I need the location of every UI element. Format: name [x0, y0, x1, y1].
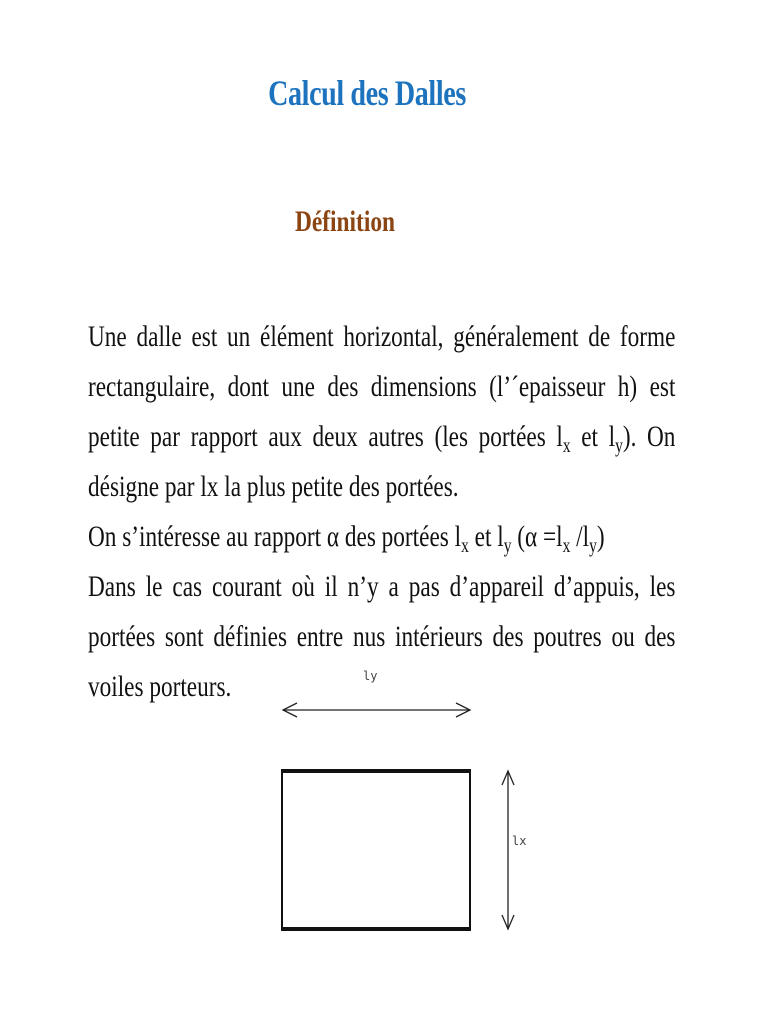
- subscript: y: [615, 435, 623, 457]
- lx-dimension-arrow: [502, 771, 514, 929]
- subscript: x: [461, 535, 469, 557]
- paragraph: [88, 562, 675, 712]
- subscript: x: [562, 435, 571, 457]
- text-run: et l: [468, 520, 504, 553]
- text-run: et l: [570, 420, 616, 453]
- lx-label: lx: [512, 834, 527, 848]
- definition-body: [88, 312, 675, 712]
- subscript: x: [562, 535, 571, 557]
- text-run: ): [596, 520, 605, 553]
- text-run: ). On désigne par lx la plus petite des portées.: [88, 420, 676, 503]
- subscript: y: [589, 535, 597, 557]
- page-title: Calcul des Dalles: [268, 73, 466, 113]
- ly-label: ly: [363, 669, 378, 683]
- paragraph: [88, 312, 675, 512]
- text-run: On s’intéresse au rapport α des portées l: [88, 520, 462, 553]
- slab-rectangle: [281, 771, 471, 929]
- paragraph: [88, 512, 675, 562]
- text-run: (α =l: [511, 520, 563, 553]
- section-heading: Définition: [294, 205, 396, 238]
- text-run: Une dalle est un élément horizontal, généralement de forme rectangulaire, dont une des dimensions (l’´epaisseur h) est petite par rapport aux deux autres (les portées l: [88, 320, 676, 453]
- text-run: /l: [570, 520, 590, 553]
- text-run: Dans le cas courant où il n’y a pas d’appareil d’appuis, les portées sont définies entre nus intérieurs des poutres ou des voiles porteurs.: [88, 570, 676, 703]
- subscript: y: [503, 535, 512, 557]
